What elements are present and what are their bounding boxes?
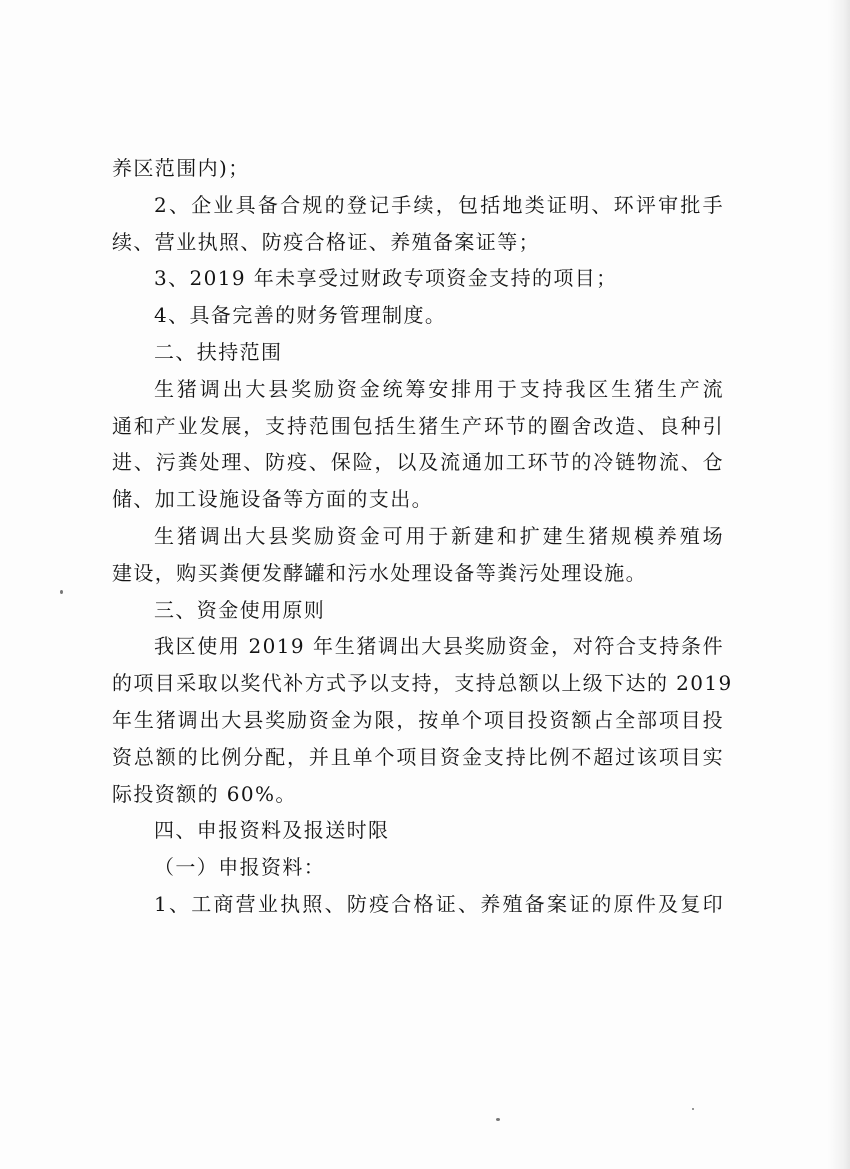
section-heading-3: 三、资金使用原则 — [154, 597, 326, 622]
paragraph-line: 生猪调出大县奖励资金可用于新建和扩建生猪规模养殖场 — [154, 523, 724, 548]
paragraph-line: 生猪调出大县奖励资金统筹安排用于支持我区生猪生产流 — [154, 376, 724, 401]
paragraph-line: 进、污粪处理、防疫、保险，以及流通加工环节的冷链物流、仓 — [112, 450, 724, 475]
list-item-1: 1、工商营业执照、防疫合格证、养殖备案证的原件及复印 — [154, 891, 724, 916]
paragraph-line: 储、加工设施设备等方面的支出。 — [112, 487, 433, 512]
text-line: 养区范围内)； — [112, 156, 250, 180]
paragraph-line: 建设，购买粪便发酵罐和污水处理设备等粪污处理设施。 — [112, 560, 647, 585]
section-heading-4: 四、申报资料及报送时限 — [154, 818, 390, 843]
subsection-heading: （一）申报资料： — [154, 855, 326, 880]
scan-speck — [496, 1118, 500, 1121]
scan-shadow-edge — [828, 0, 850, 1169]
paragraph-line: 我区使用 2019 年生猪调出大县奖励资金，对符合支持条件 — [154, 634, 724, 659]
paragraph-line: 资总额的比例分配，并且单个项目资金支持比例不超过该项目实 — [112, 744, 724, 769]
scan-speck — [60, 590, 63, 594]
list-item-2: 2、企业具备合规的登记手续，包括地类证明、环评审批手 — [154, 192, 724, 217]
scan-speck — [692, 1108, 694, 1110]
text-line: 续、营业执照、防疫合格证、养殖备案证等； — [112, 229, 540, 254]
paragraph-line: 通和产业发展，支持范围包括生猪生产环节的圈舍改造、良种引 — [112, 413, 724, 438]
section-heading-2: 二、扶持范围 — [154, 339, 283, 364]
paragraph-line: 年生猪调出大县奖励资金为限，按单个项目投资额占全部项目投 — [112, 707, 724, 732]
list-item-4: 4、具备完善的财务管理制度。 — [154, 303, 447, 328]
document-body — [112, 150, 733, 923]
paragraph-line: 的项目采取以奖代补方式予以支持，支持总额以上级下达的 2019 — [112, 671, 733, 696]
list-item-3: 3、2019 年未享受过财政专项资金支持的项目； — [154, 266, 618, 291]
paragraph-line: 际投资额的 60%。 — [112, 781, 297, 806]
